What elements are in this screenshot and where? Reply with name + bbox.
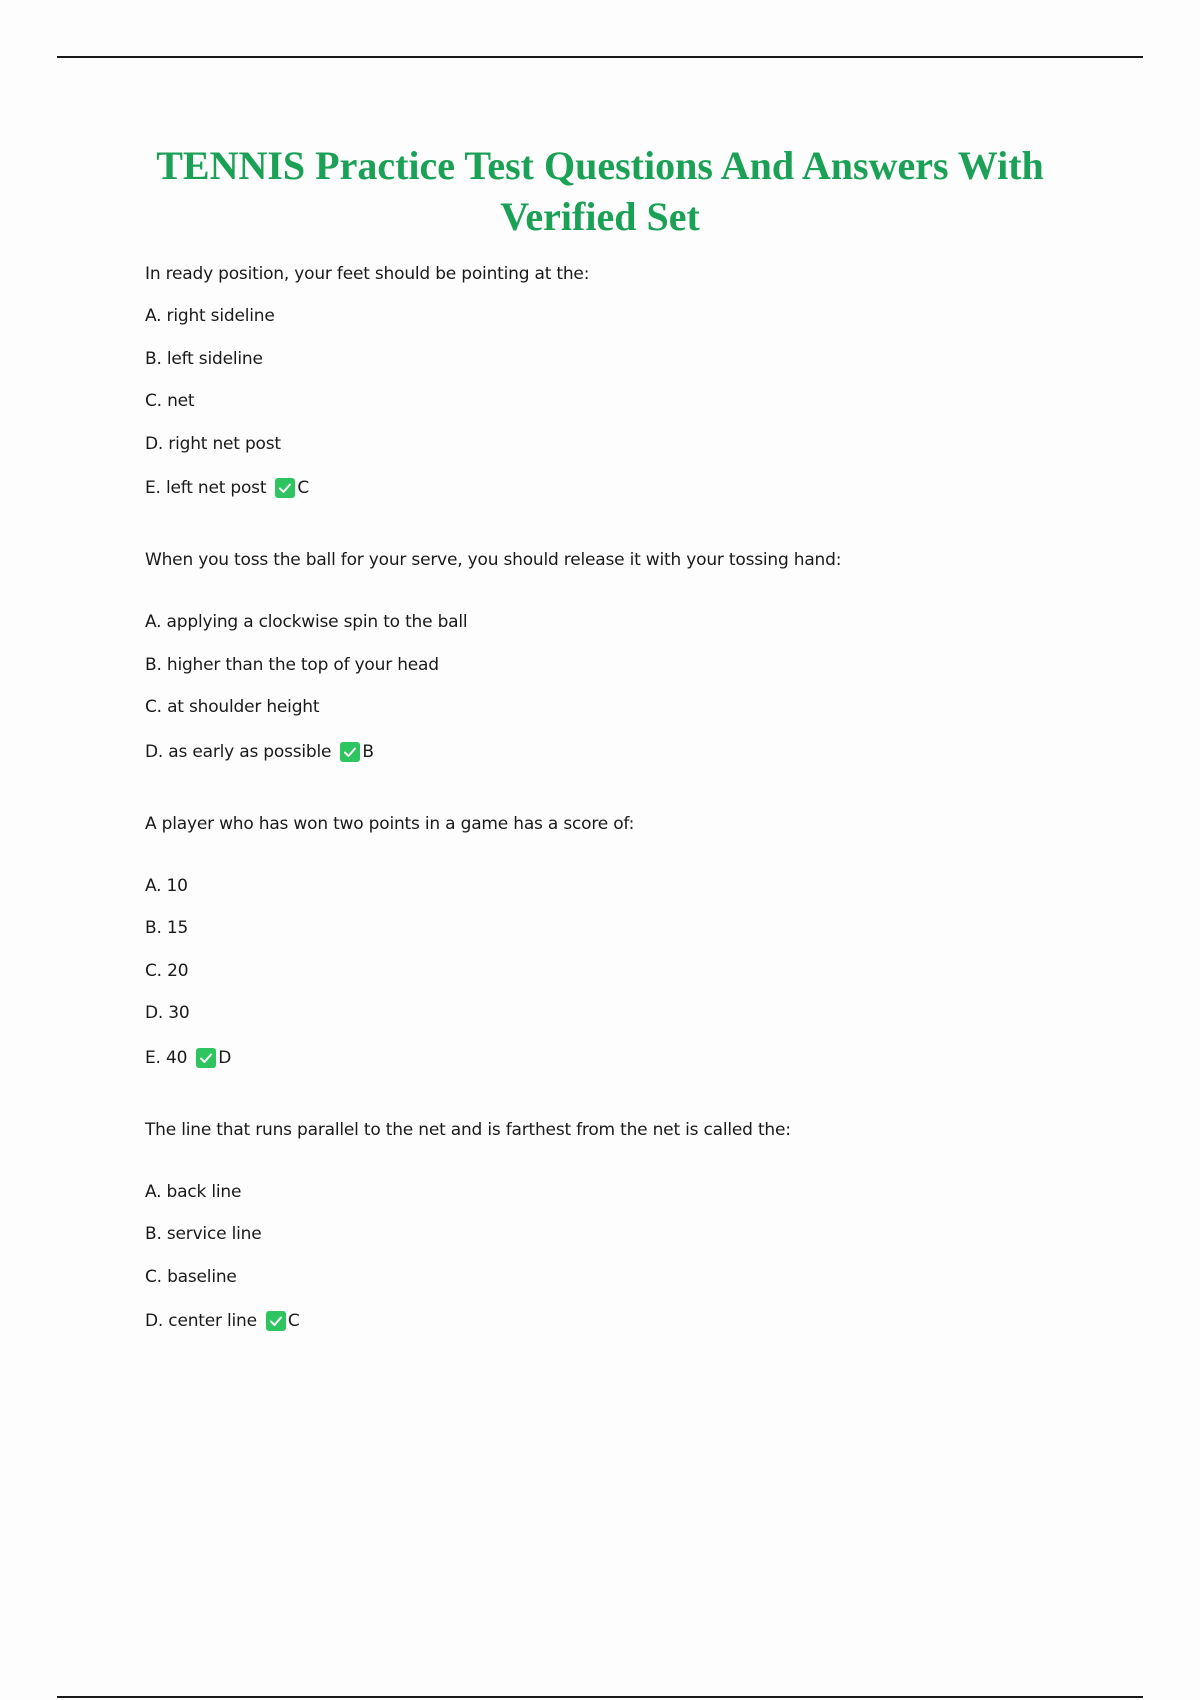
option-item [145,874,1105,898]
answer-letter: B [362,741,374,762]
option-label: B. higher than the top of your head [145,654,439,675]
document-title: TENNIS Practice Test Questions And Answers With Verified Set [156,143,1044,239]
question-block [145,548,1105,766]
question-text: In ready position, your feet should be pointing at the: [145,264,590,284]
question-text: The line that runs parallel to the net and is farthest from the net is called the: [145,1119,791,1140]
option-label: D. 30 [145,1003,190,1023]
option-label: C. net [145,391,195,411]
option-label: D. as early as possible [145,741,332,762]
question-text: When you toss the ball for your serve, you should release it with your tossing hand: [145,550,842,570]
answer-letter: C [297,478,309,498]
option-item [145,653,1105,677]
option-item [145,695,1105,719]
question-block [145,1118,1105,1336]
option-list [145,874,1105,1072]
option-item [145,1307,1105,1335]
option-label: B. 15 [145,918,189,938]
option-label: A. right sideline [145,306,275,326]
option-label: C. baseline [145,1266,237,1287]
option-item [145,738,1105,766]
check-mark-icon [275,478,295,498]
option-item [145,474,1105,502]
question-block [145,262,1105,502]
bottom-rule [57,1696,1143,1698]
option-item [145,916,1105,940]
option-list [145,610,1105,766]
option-item [145,959,1105,983]
option-item [145,389,1105,413]
option-item [145,1001,1105,1025]
option-label: A. 10 [145,875,188,896]
question-block [145,812,1105,1072]
option-list [145,1180,1105,1336]
option-item [145,1265,1105,1289]
option-item [145,610,1105,634]
option-item [145,347,1105,371]
option-label: B. left sideline [145,348,263,369]
option-label: C. 20 [145,960,189,981]
option-label: D. right net post [145,433,281,454]
option-label: E. 40 [145,1047,188,1068]
option-item [145,1222,1105,1246]
answer-letter: C [287,1311,300,1331]
question-text: A player who has won two points in a game has a score of: [145,813,635,834]
option-label: B. service line [145,1224,262,1244]
option-item [145,432,1105,456]
answer-letter: D [218,1047,232,1068]
option-label: A. back line [145,1181,242,1202]
option-list [145,304,1105,502]
option-item [145,1180,1105,1204]
option-label: A. applying a clockwise spin to the ball [145,612,468,632]
option-label: E. left net post [145,478,267,498]
check-mark-icon [196,1048,216,1068]
question-list [145,262,1105,1381]
option-label: D. center line [145,1311,257,1331]
option-label: C. at shoulder height [145,697,320,717]
check-mark-icon [266,1311,286,1331]
option-item [145,304,1105,328]
check-mark-icon [340,742,360,762]
top-rule [57,56,1143,58]
option-item [145,1044,1105,1072]
